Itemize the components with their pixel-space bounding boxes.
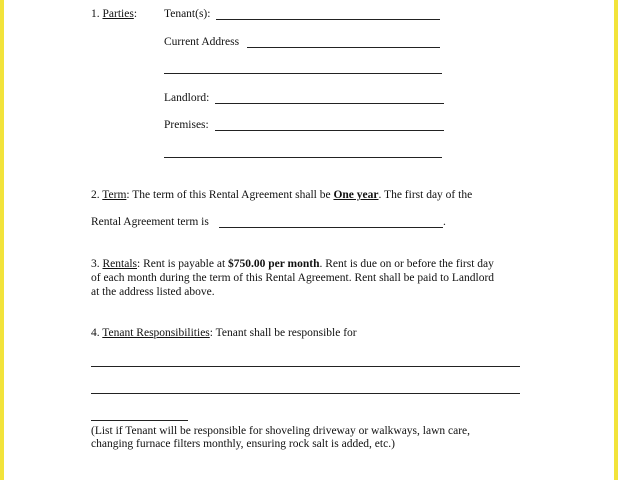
responsibilities-text: : Tenant shall be responsible for — [209, 327, 357, 339]
rent-amount: $750.00 per month — [228, 258, 320, 270]
responsibilities-blank-3[interactable] — [91, 420, 188, 421]
current-address-blank[interactable] — [247, 47, 440, 48]
rentals-line-3: at the address listed above. — [91, 286, 215, 298]
premises-label: Premises: — [164, 119, 209, 131]
term-number: 2. — [91, 189, 100, 201]
term-duration: One year — [333, 189, 379, 201]
premises-blank[interactable] — [215, 130, 444, 131]
parties-heading — [91, 8, 137, 21]
rentals-line-2: of each month during the term of this Rental Agreement. Rent shall be paid to Landlord — [91, 272, 495, 284]
responsibilities-note-line-2: changing furnace filters monthly, ensuring rock salt is added, etc.) — [91, 438, 395, 450]
responsibilities-number: 4. — [91, 327, 100, 339]
parties-heading-colon: : — [133, 8, 138, 20]
current-address-blank-2[interactable] — [164, 73, 442, 74]
rentals-text-before: : Rent is payable at — [137, 258, 226, 270]
term-start-blank[interactable] — [219, 227, 443, 228]
responsibilities-blank-2[interactable] — [91, 393, 520, 394]
document-page — [4, 0, 614, 480]
parties-number: 1. — [91, 8, 100, 20]
current-address-label: Current Address — [164, 36, 240, 48]
responsibilities-note-line-1: (List if Tenant will be responsible for shoveling driveway or walkways, lawn care, — [91, 425, 471, 437]
tenant-blank[interactable] — [216, 19, 440, 20]
term-line-2: Rental Agreement term is — [91, 216, 209, 228]
term-heading: Term — [102, 189, 127, 201]
tenant-label: Tenant(s): — [164, 8, 211, 20]
parties-heading-text: Parties — [102, 8, 134, 20]
term-text-after: . The first day of the — [378, 189, 473, 201]
premises-blank-2[interactable] — [164, 157, 442, 158]
responsibilities-line — [91, 327, 357, 340]
responsibilities-blank-1[interactable] — [91, 366, 520, 367]
responsibilities-heading: Tenant Responsibilities — [102, 327, 210, 339]
landlord-label: Landlord: — [164, 92, 210, 104]
term-line-1 — [91, 189, 472, 202]
term-line-2-end: . — [443, 216, 446, 228]
term-text-before: : The term of this Rental Agreement shall be — [126, 189, 331, 201]
rentals-line-1 — [91, 258, 494, 271]
rentals-heading: Rentals — [102, 258, 137, 270]
rentals-text-after: . Rent is due on or before the first day — [319, 258, 494, 270]
rentals-number: 3. — [91, 258, 100, 270]
landlord-blank[interactable] — [215, 103, 444, 104]
